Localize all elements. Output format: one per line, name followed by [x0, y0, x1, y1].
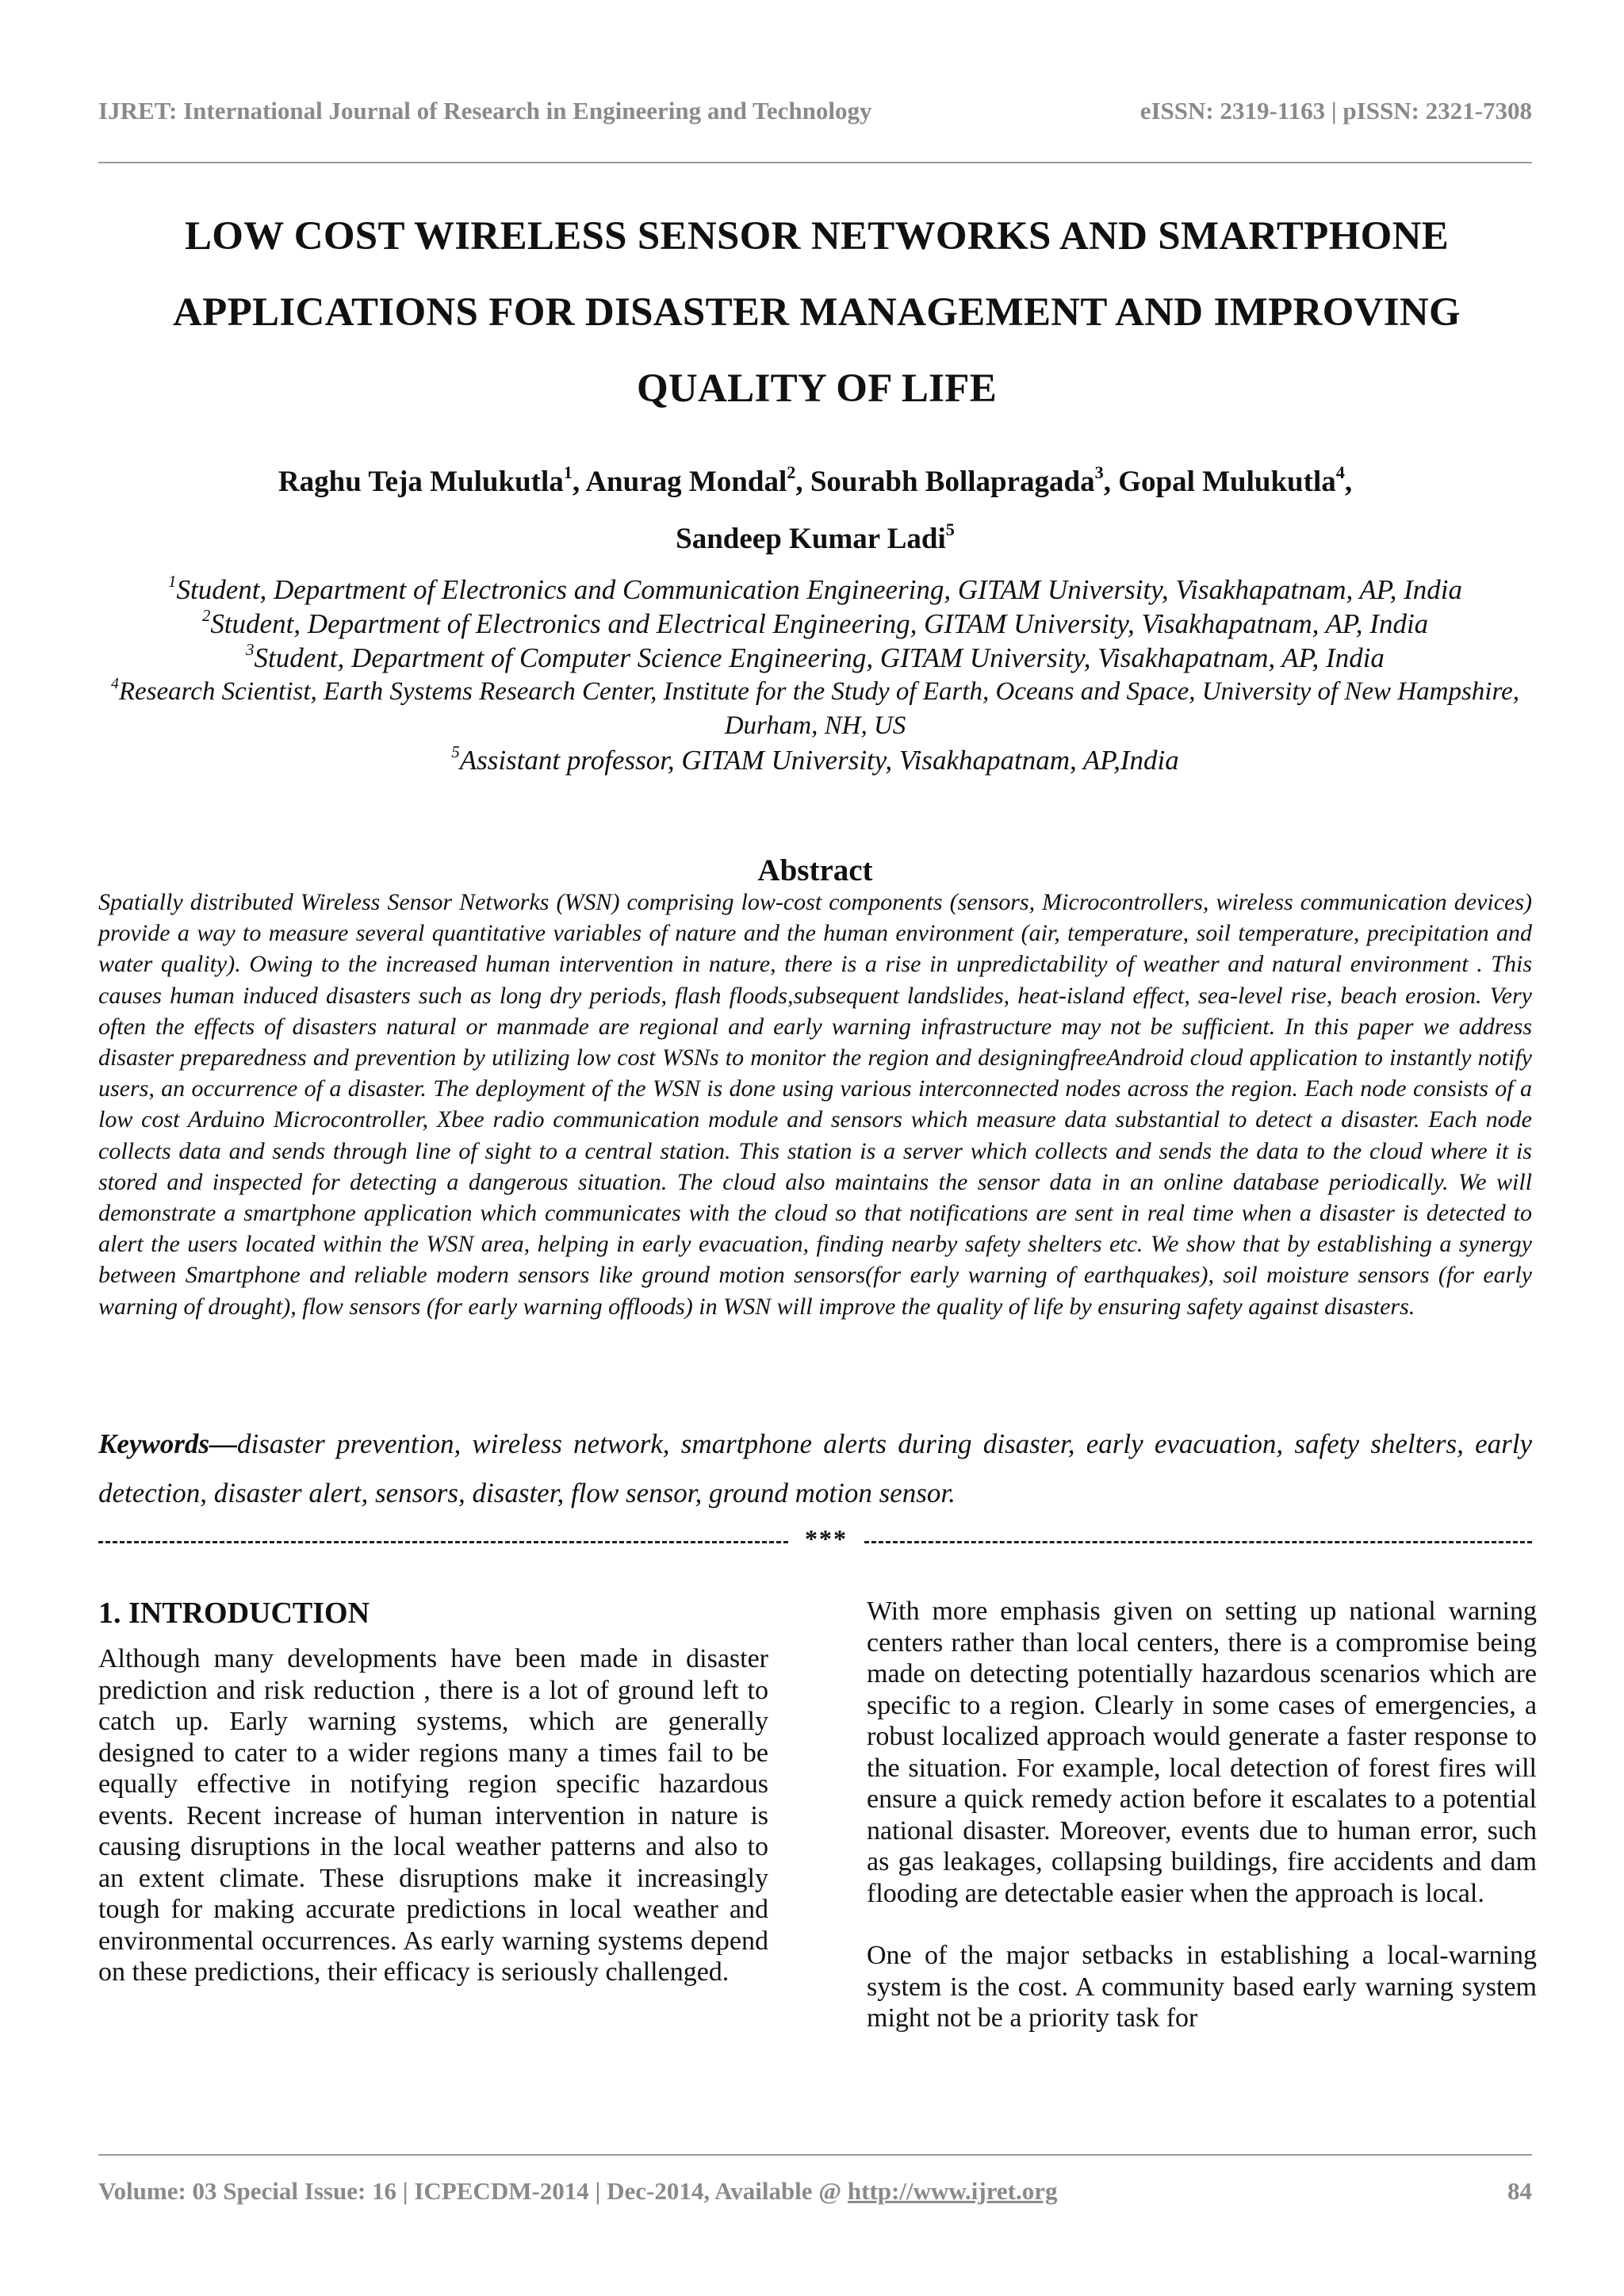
issn-info: eISSN: 2319-1163 | pISSN: 2321-7308 [1139, 97, 1532, 125]
header-rule [98, 162, 1532, 163]
keywords-label: Keywords— [98, 1428, 237, 1459]
volume-info: Volume: 03 Special Issue: 16 | ICPECDM-2014 | Dec-2014, Available @ http://www.ijret.org [98, 2177, 1058, 2205]
paragraph: One of the major setbacks in establishing a local-warning system is the cost. A community based early warning system might not be a priority task for [867, 1941, 1537, 2033]
journal-name: IJRET: International Journal of Research in Engineering and Technology [98, 97, 872, 125]
author-superscript: 3 [1094, 462, 1104, 483]
author-superscript: 2 [787, 462, 796, 483]
title-line: QUALITY OF LIFE [636, 366, 998, 411]
section-heading: 1. INTRODUCTION [98, 1596, 370, 1630]
title-line: APPLICATIONS FOR DISASTER MANAGEMENT AND IMPROVING [173, 290, 1461, 335]
author-name: Anurag Mondal [585, 466, 787, 498]
paragraph: Although many developments have been made in disaster prediction and risk reduction , there is a lot of ground left to catch up. Early warning systems, which are generally designed to cater to a wider regions many a times fail to be equally effective in notifying region specific hazardous events. Recent increase of human intervention in nature is causing disruptions in the local weather patterns and also to an extent climate. These disruptions make it increasingly tough for making accurate predictions in local weather and environmental occurrences. As early warning systems depend on these predictions, their efficacy is seriously challenged. [98, 1644, 768, 1987]
divider-dashes-right [864, 1541, 1532, 1543]
keywords-text: disaster prevention, wireless network, smartphone alerts during disaster, early evacuation, safety shelters, early detection, disaster alert, sensors, disaster, flow sensor, ground motion sensor. [98, 1428, 1532, 1508]
keywords [98, 1420, 1532, 1518]
right-column [867, 1596, 1537, 2065]
author-name: Sandeep Kumar Ladi [676, 523, 946, 555]
author-superscript: 4 [1335, 462, 1345, 483]
affiliations [98, 573, 1532, 777]
abstract-heading: Abstract [757, 853, 873, 887]
author-name: Raghu Teja Mulukutla [278, 466, 564, 498]
affiliation: $^2$Student, Department of Electronics and Electrical Engineering, GITAM University, Visakhapatnam, AP, India [201, 606, 1429, 639]
affiliation: $^3$Student, Department of Computer Science Engineering, GITAM University, Visakhapatnam, AP, India [246, 640, 1385, 673]
journal-link[interactable]: http://www.ijret.org [847, 2177, 1058, 2205]
author-name: Sourabh Bollapragada [810, 466, 1095, 498]
section-divider [98, 1524, 1532, 1553]
author-list: Raghu Teja Mulukutla$^1$, Anurag Mondal$^2$, Sourabh Bollapragada$^3$, Gopal Mulukutla$^4$, Sandeep Kumar Ladi$^5$ [278, 462, 1353, 555]
left-column [98, 1596, 768, 2019]
running-header [98, 97, 1532, 136]
divider-dashes-left [98, 1541, 788, 1543]
divider-stars: *** [805, 1524, 848, 1553]
paper-title [87, 198, 1546, 427]
author-superscript: 1 [563, 462, 573, 483]
page-number: 84 [1507, 2177, 1532, 2205]
affiliation: $^4$Research Scientist, Earth Systems Research Center, Institute for the Study of Earth, Oceans and Space, University of New Hampshire, Durham, NH, US [110, 675, 1519, 740]
author-name: Gopal Mulukutla [1118, 466, 1336, 498]
affiliation: $^1$Student, Department of Electronics and Communication Engineering, GITAM University, Visakhapatnam, AP, India [168, 572, 1462, 605]
affiliation: $^5$Assistant professor, GITAM University, Visakhapatnam, AP,India [451, 742, 1179, 776]
abstract-text: Spatially distributed Wireless Sensor Networks (WSN) comprising low-cost components (sensors, Microcontrollers, wireless communication devices) provide a way to measure several quantitative variables of nature and the human environment (air, temperature, soil temperature, precipitation and water quality). Owing to the increased human intervention in nature, there is a rise in unpredictability of weather and natural environment . This causes human induced disasters such as long dry periods, flash floods,subsequent landslides, heat-island effect, sea-level rise, beach erosion. Very often the effects of disasters natural or manmade are regional and early warning infrastructure may not be sufficient. In this paper we address disaster preparedness and prevention by utilizing low cost WSNs to monitor the region and designingfreeAndroid cloud application to instantly notify users, an occurrence of a disaster. The deployment of the WSN is done using various interconnected nodes across the region. Each node consists of a low cost Arduino Microcontroller, Xbee radio communication module and sensors which measure data substantial to detect a disaster. Each node collects data and sends through line of sight to a central station. This station is a server which collects and sends the data to the cloud where it is stored and inspected for detecting a dangerous situation. The cloud also maintains the sensor data in an online database periodically. We will demonstrate a smartphone application which communicates with the cloud so that notifications are sent in real time when a disaster is detected to alert the users located within the WSN area, helping in early evacuation, finding nearby safety shelters etc. We show that by establishing a synergy between Smartphone and reliable modern sensors like ground motion sensors(for early warning of earthquakes), soil moisture sensors (for early warning of drought), flow sensors (for early warning offloods) in WSN will improve the quality of life by ensuring safety against disasters. [98, 889, 1532, 1320]
author-superscript: 5 [945, 519, 955, 540]
title-line: LOW COST WIRELESS SENSOR NETWORKS AND SMARTPHONE [184, 214, 1450, 259]
footer-rule [98, 2154, 1532, 2156]
paragraph: With more emphasis given on setting up national warning centers rather than local centers, there is a compromise being made on detecting potentially hazardous scenarios which are specific to a region. Clearly in some cases of emergencies, a robust localized approach would generate a faster response to the situation. For example, local detection of forest fires will ensure a quick remedy action before it escalates to a potential national disaster. Moreover, events due to human error, such as gas leakages, collapsing buildings, fire accidents and dam flooding are detectable easier when the approach is local. [867, 1596, 1537, 1908]
